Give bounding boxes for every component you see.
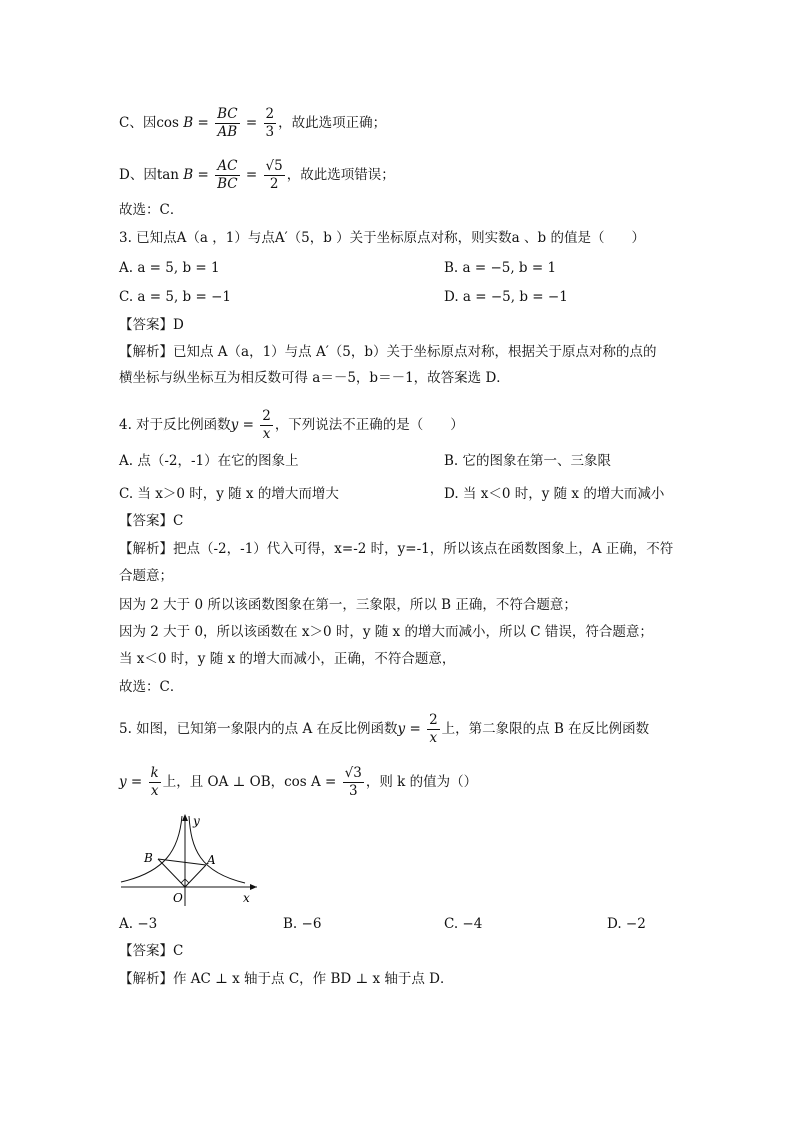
fraction: $\frac{√5}{2}$	[265, 158, 283, 192]
fraction: $\frac{2}{x}$	[429, 712, 438, 746]
question-4-stem: 4. 对于反比例函数y = $\frac{2}{x}$ ，下列说法不正确的是（ ）	[119, 408, 464, 442]
q4-option-b: B. 它的图象在第一、三象限	[444, 453, 612, 469]
x-axis-arrow	[250, 884, 257, 890]
q4-analysis-cont: 合题意；	[119, 568, 173, 584]
q4-analysis-d: 当 x＜0 时，y 随 x 的增大而减小，正确，不符合题意，	[119, 651, 456, 667]
label-x: x	[243, 891, 250, 905]
fraction: $\frac{BC}{AB}$	[217, 106, 238, 140]
q3-option-a: A. a = 5, b = 1	[119, 260, 220, 276]
q3-option-b: B. a = −5, b = 1	[444, 260, 557, 276]
segment-oa	[185, 865, 206, 887]
hyperbola-figure	[115, 810, 265, 910]
q5-option-c: C. −4	[444, 916, 483, 932]
q3-analysis-cont: 横坐标与纵坐标互为相反数可得 a＝－5，b＝－1，故答案选 D．	[119, 370, 510, 386]
question-5-stem: 5. 如图，已知第一象限内的点 A 在反比例函数y = $\frac{2}{x}$ 上，第二象限的点 B 在反比例函数	[119, 712, 650, 746]
q3-answer: 【答案】D	[119, 317, 184, 333]
q3-option-c: C. a = 5, b = −1	[119, 289, 231, 305]
y-axis-arrow	[182, 814, 188, 821]
question-3-stem: 3. 已知点A（a ，1）与点A′（5，b ）关于坐标原点对称，则实数a 、b 的值是（ ）	[119, 230, 645, 246]
fraction: $\frac{k}{x}$	[150, 765, 159, 799]
label-a: A	[207, 853, 216, 867]
curve-q2	[121, 816, 182, 882]
q4-analysis-c: 因为 2 大于 0，所以该函数在 x＞0 时，y 随 x 的增大而减小，所以 C 错误，符合题意；	[119, 624, 653, 640]
line-tan: D、因tan B = $\frac{AC}{BC}$ = $\frac{√5}{2}$ ，故此选项错误；	[119, 158, 395, 192]
q3-analysis: 【解析】已知点 A（a，1）与点 A′（5，b）关于坐标原点对称，根据关于原点对称的点的	[119, 344, 657, 360]
q4-option-a: A. 点（-2，-1）在它的图象上	[119, 453, 299, 469]
q5-option-d: D. −2	[607, 916, 646, 932]
question-5-stem-line2: y = $\frac{k}{x}$ 上，且 OA ⊥ OB，cos A = $\frac{√3}{3}$ ，则 k 的值为（）	[119, 765, 478, 799]
q4-choose: 故选：C．	[119, 679, 184, 695]
label-b: B	[144, 851, 153, 865]
label-o: O	[173, 891, 183, 905]
fraction: $\frac{2}{3}$	[265, 106, 275, 140]
q5-analysis: 【解析】作 AC ⊥ x 轴于点 C，作 BD ⊥ x 轴于点 D．	[119, 971, 454, 987]
fraction: $\frac{√3}{3}$	[344, 765, 362, 799]
q4-analysis: 【解析】把点（-2，-1）代入可得，x=-2 时，y=-1，所以该点在函数图象上，A 正确，不符	[119, 541, 674, 557]
label-y: y	[193, 814, 200, 828]
q4-analysis-b: 因为 2 大于 0 所以该函数图象在第一，三象限，所以 B 正确，不符合题意；	[119, 597, 577, 613]
segment-ab	[158, 859, 206, 865]
q5-option-b: B. −6	[283, 916, 322, 932]
q5-option-a: A. −3	[119, 916, 158, 932]
fraction: $\frac{AC}{BC}$	[217, 158, 238, 192]
choose-text: 故选：C．	[119, 202, 184, 218]
q4-answer: 【答案】C	[119, 513, 184, 529]
q4-option-d: D. 当 x＜0 时，y 随 x 的增大而减小	[444, 486, 665, 502]
q5-answer: 【答案】C	[119, 943, 184, 959]
q4-option-c: C. 当 x＞0 时，y 随 x 的增大而增大	[119, 486, 339, 502]
q3-option-d: D. a = −5, b = −1	[444, 289, 568, 305]
line-cos: C、因cos B = $\frac{BC}{AB}$ = $\frac{2}{3}$ ，故此选项正确；	[119, 106, 387, 140]
fraction: $\frac{2}{x}$	[262, 408, 271, 442]
